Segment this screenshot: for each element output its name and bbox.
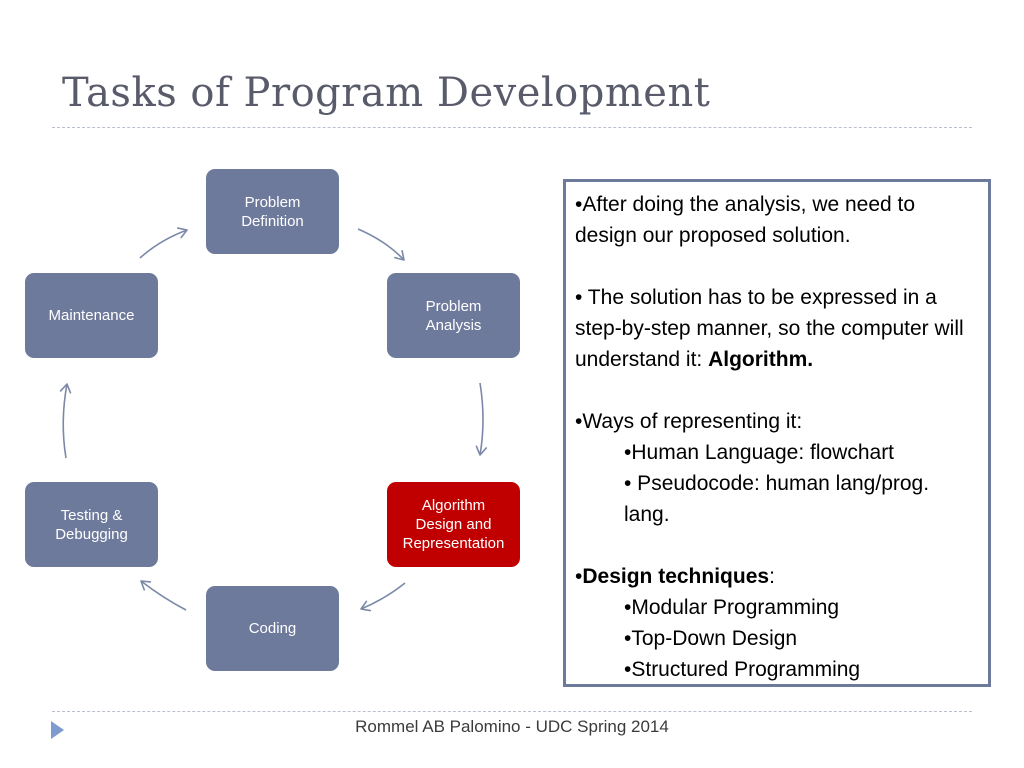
node-label: Coding xyxy=(248,620,297,637)
node-label: Testing & Debugging xyxy=(55,506,128,543)
representation-item: • Pseudocode: human lang/prog. lang. xyxy=(624,472,930,526)
note-representation-heading: •Ways of representing it: xyxy=(575,410,803,433)
node-problem-definition xyxy=(206,169,339,254)
node-algorithm-design xyxy=(387,482,520,567)
colon: : xyxy=(769,565,775,588)
node-maintenance xyxy=(25,273,158,358)
arrow-testing-to-maintenance xyxy=(63,384,67,458)
representation-item: •Human Language: flowchart xyxy=(624,441,895,464)
note-algorithm xyxy=(575,282,980,375)
technique-item: •Top-Down Design xyxy=(624,627,798,650)
arrow-analysis-to-design xyxy=(480,383,483,455)
design-techniques-term: Design techniques xyxy=(582,565,770,588)
node-label: Problem Definition xyxy=(241,193,304,230)
node-coding xyxy=(206,586,339,671)
note-design-solution: •After doing the analysis, we need to design our proposed solution. xyxy=(575,193,916,247)
design-notes-panel xyxy=(563,179,991,687)
arrow-definition-to-analysis xyxy=(358,229,404,260)
slide-title: Tasks of Program Development xyxy=(62,70,711,116)
algorithm-term: Algorithm. xyxy=(708,348,814,371)
arrow-maintenance-to-definition xyxy=(140,230,187,258)
arrow-design-to-coding xyxy=(361,583,405,609)
node-label: Problem Analysis xyxy=(425,297,482,334)
node-label: Maintenance xyxy=(48,307,135,324)
technique-item: •Modular Programming xyxy=(624,596,840,619)
node-testing-debugging xyxy=(25,482,158,567)
footer-text: Rommel AB Palomino - UDC Spring 2014 xyxy=(355,717,669,736)
node-label: Algorithm Design and Representation xyxy=(402,497,505,552)
technique-item: •Structured Programming xyxy=(624,658,861,681)
bullet: • xyxy=(575,565,583,588)
note-algorithm-text: • The solution has to be expressed in a step-by-step manner, so the computer will understand it: xyxy=(575,286,964,371)
arrow-coding-to-testing xyxy=(141,581,186,610)
node-problem-analysis xyxy=(387,273,520,358)
footer-divider xyxy=(52,711,972,712)
note-design-techniques xyxy=(575,561,980,592)
